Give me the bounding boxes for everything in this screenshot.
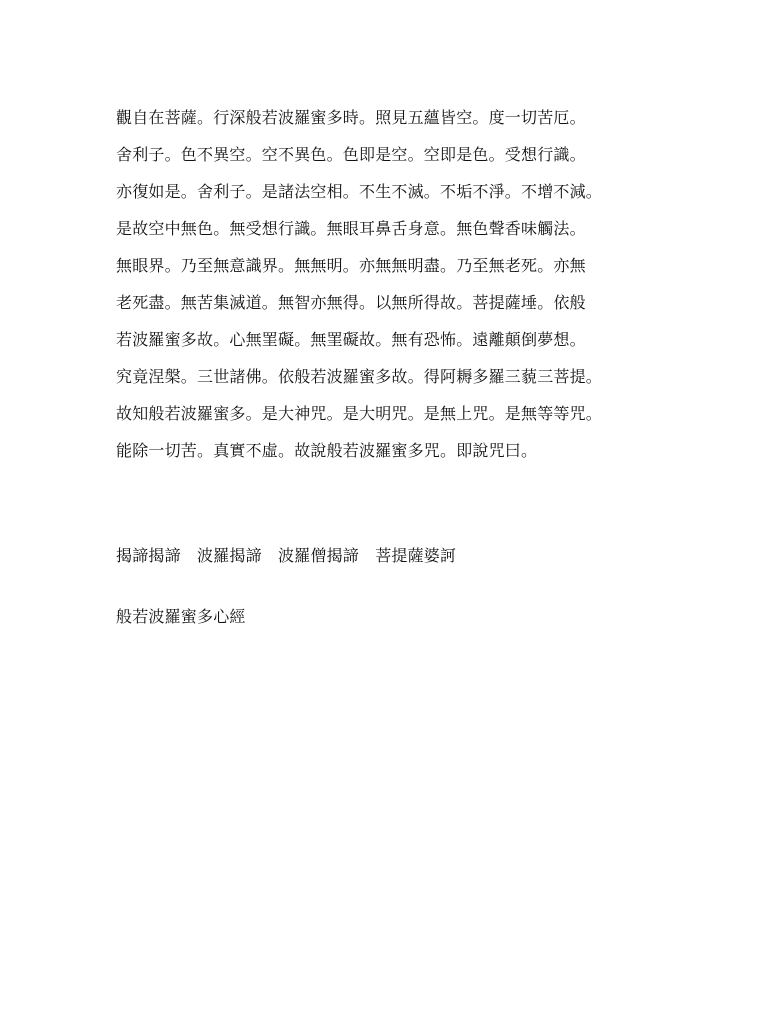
mantra-line: 揭諦揭諦 波羅揭諦 波羅僧揭諦 菩提薩婆訶 xyxy=(116,546,457,565)
text-line: 舍利子。色不異空。空不異色。色即是空。空即是色。受想行識。 xyxy=(116,145,586,164)
sutra-body xyxy=(116,104,676,474)
text-line: 觀自在菩薩。行深般若波羅蜜多時。照見五蘊皆空。度一切苦厄。 xyxy=(116,108,586,127)
text-line: 能除一切苦。真實不虛。故說般若波羅蜜多咒。即說咒曰。 xyxy=(116,441,538,460)
text-line: 是故空中無色。無受想行識。無眼耳鼻舌身意。無色聲香味觸法。 xyxy=(116,219,586,238)
text-line: 若波羅蜜多故。心無罣礙。無罣礙故。無有恐怖。遠離顛倒夢想。 xyxy=(116,330,586,349)
text-line: 無眼界。乃至無意識界。無無明。亦無無明盡。乃至無老死。亦無 xyxy=(116,256,586,275)
sutra-title: 般若波羅蜜多心經 xyxy=(116,607,246,626)
text-line: 亦復如是。舍利子。是諸法空相。不生不滅。不垢不淨。不增不減。 xyxy=(116,182,603,201)
text-line: 故知般若波羅蜜多。是大神咒。是大明咒。是無上咒。是無等等咒。 xyxy=(116,404,603,423)
text-line: 老死盡。無苦集滅道。無智亦無得。以無所得故。菩提薩埵。依般 xyxy=(116,293,586,312)
text-line: 究竟涅槃。三世諸佛。依般若波羅蜜多故。得阿耨多羅三藐三菩提。 xyxy=(116,367,603,386)
